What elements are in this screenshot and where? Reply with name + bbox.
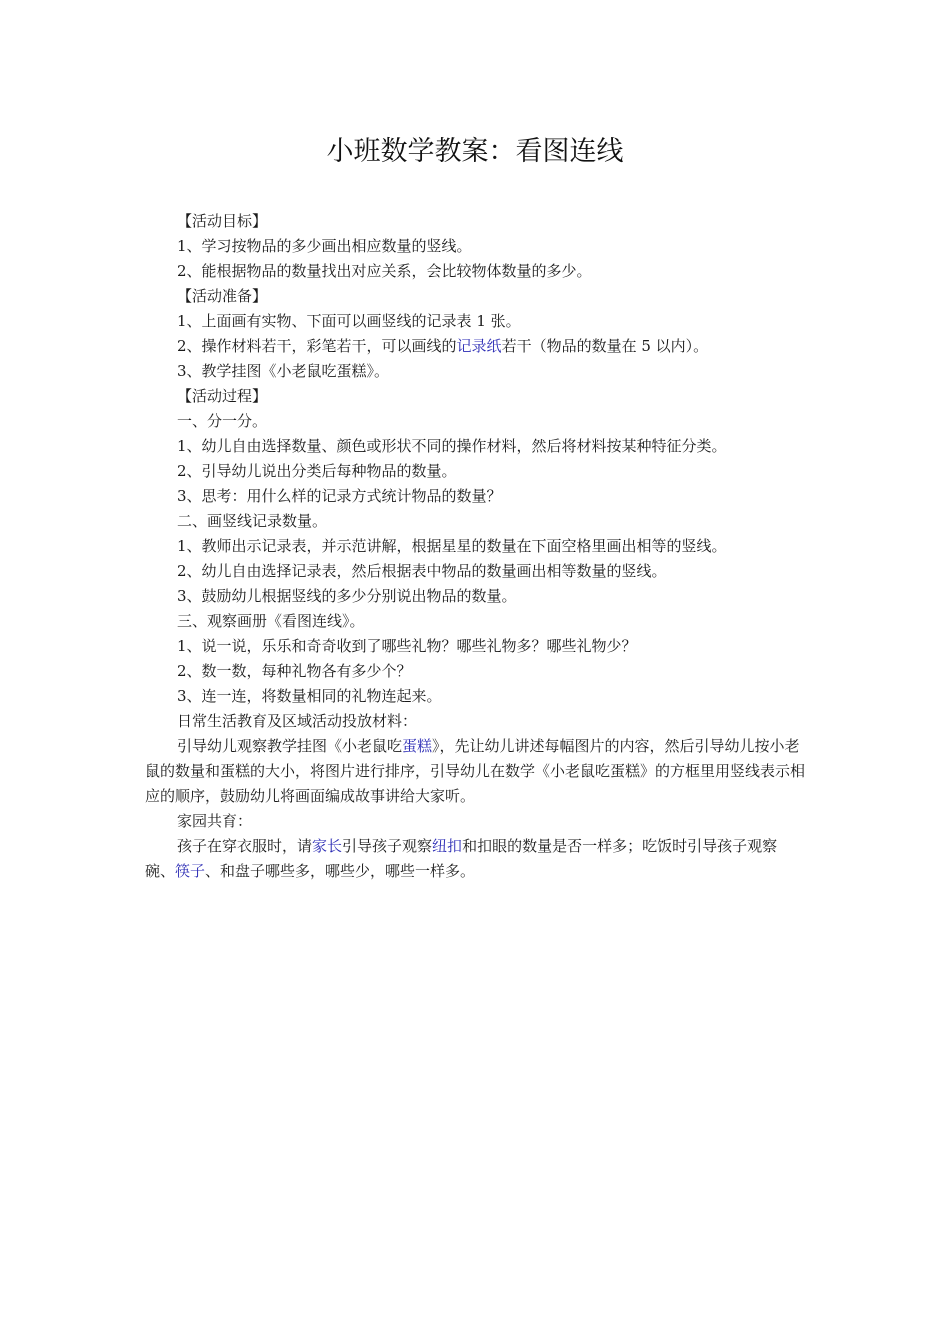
step2-item-2: 2、幼儿自由选择记录表，然后根据表中物品的数量画出相等数量的竖线。 (177, 562, 667, 580)
parent-link[interactable]: 家长 (312, 837, 343, 855)
step1-item-3: 3、思考：用什么样的记录方式统计物品的数量？ (177, 487, 502, 505)
button-link[interactable]: 纽扣 (432, 837, 463, 855)
document-body (145, 209, 805, 884)
prep-item-2-text-a: 2、操作材料若干，彩笔若干，可以画线的 (177, 337, 457, 355)
step3-title: 三、观察画册《看图连线》。 (177, 612, 365, 630)
prep-section-header: 【活动准备】 (177, 287, 268, 305)
step2-item-1: 1、教师出示记录表，并示范讲解，根据星星的数量在下面空格里画出相等的竖线。 (177, 537, 727, 555)
step2-item-3: 3、鼓励幼儿根据竖线的多少分别说出物品的数量。 (177, 587, 517, 605)
daily-paragraph (145, 734, 805, 809)
goal-item-2: 2、能根据物品的数量找出对应关系，会比较物体数量的多少。 (177, 262, 592, 280)
prep-item-3: 3、教学挂图《小老鼠吃蛋糕》。 (177, 362, 390, 380)
process-section-header: 【活动过程】 (177, 387, 268, 405)
step3-item-1: 1、说一说，乐乐和奇奇收到了哪些礼物？哪些礼物多？哪些礼物少？ (177, 637, 637, 655)
step1-item-2: 2、引导幼儿说出分类后每种物品的数量。 (177, 462, 457, 480)
record-paper-link[interactable]: 记录纸 (456, 337, 502, 355)
home-text-c: 和扣眼的数量是否一样多；吃饭时引导孩子观察碗、 (145, 837, 778, 880)
daily-section-header: 日常生活教育及区域活动投放材料： (177, 712, 418, 730)
home-text-b: 引导孩子观察 (342, 837, 433, 855)
home-text-a: 孩子在穿衣服时，请 (177, 837, 313, 855)
chopsticks-link[interactable]: 筷子 (175, 862, 206, 880)
cake-link[interactable]: 蛋糕 (402, 737, 433, 755)
prep-item-1: 1、上面画有实物、下面可以画竖线的记录表 1 张。 (177, 312, 521, 330)
goal-section-header: 【活动目标】 (177, 212, 268, 230)
step2-title: 二、画竖线记录数量。 (177, 512, 328, 530)
prep-item-2-text-b: 若干（物品的数量在 5 以内）。 (501, 337, 709, 355)
goal-item-1: 1、学习按物品的多少画出相应数量的竖线。 (177, 237, 472, 255)
step1-title: 一、分一分。 (177, 412, 268, 430)
prep-item-2 (145, 334, 805, 359)
document-title: 小班数学教案：看图连线 (326, 136, 624, 167)
home-section-header: 家园共育： (177, 812, 253, 830)
step3-item-2: 2、数一数，每种礼物各有多少个？ (177, 662, 412, 680)
step3-item-3: 3、连一连，将数量相同的礼物连起来。 (177, 687, 442, 705)
daily-text-a: 引导幼儿观察教学挂图《小老鼠吃 (177, 737, 403, 755)
home-paragraph (145, 834, 805, 884)
daily-text-b: 》，先让幼儿讲述每幅图片的内容，然后引导幼儿按小老鼠的数量和蛋糕的大小，将图片进行排序，引导幼儿在数学《小老鼠吃蛋糕》的方框里用竖线表示相应的顺序，鼓励幼儿将画面编成故事讲给大家听。 (145, 737, 806, 805)
step1-item-1: 1、幼儿自由选择数量、颜色或形状不同的操作材料，然后将材料按某种特征分类。 (177, 437, 727, 455)
home-text-d: 、和盘子哪些多，哪些少，哪些一样多。 (205, 862, 476, 880)
